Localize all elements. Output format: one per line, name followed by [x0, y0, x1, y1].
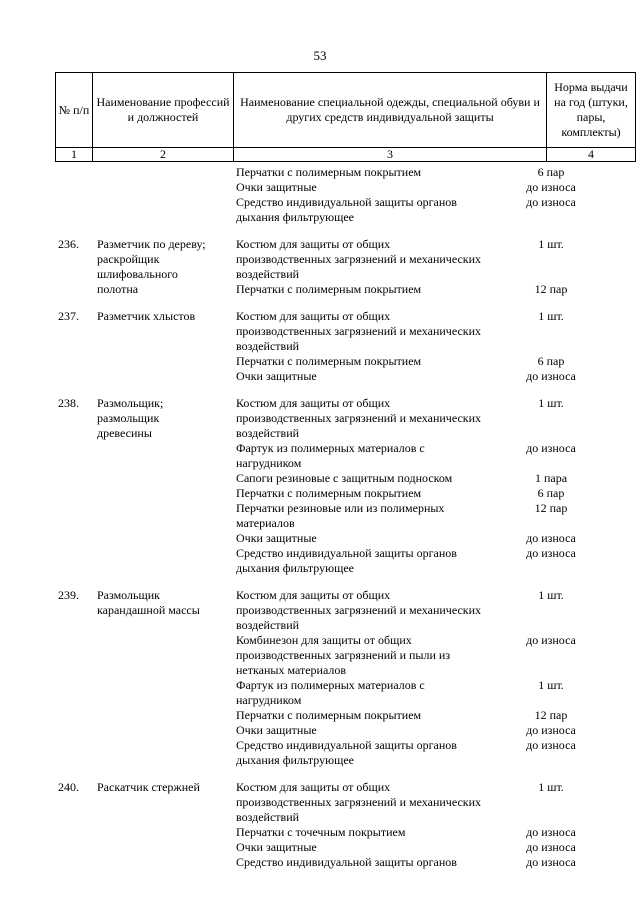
item-line: производственных загрязнений и механических [236, 603, 482, 617]
item-line: производственных загрязнений и пыли из [236, 648, 451, 662]
item-line: дыхания фильтрующее [236, 561, 354, 575]
item-line: Очки защитные [236, 840, 317, 854]
item-norm: до износа [526, 180, 576, 194]
item-line: Очки защитные [236, 180, 317, 194]
profession-line: Размольщик; [97, 396, 164, 410]
item-line: Средство индивидуальной защиты органов [236, 738, 457, 752]
entry-number: 238. [58, 396, 79, 410]
profession-line: Разметчик хлыстов [97, 309, 196, 323]
page-number: 53 [313, 48, 327, 63]
profession-line: Размольщик [97, 588, 160, 602]
profession-line: полотна [97, 282, 139, 296]
item-line: Сапоги резиновые с защитным подноском [236, 471, 453, 485]
item-line: Фартук из полимерных материалов с [236, 678, 425, 692]
entry-number: 240. [58, 780, 79, 794]
item-line: дыхания фильтрующее [236, 753, 354, 767]
item-line: Перчатки с полимерным покрытием [236, 486, 422, 500]
item-line: Очки защитные [236, 531, 317, 545]
item-line: воздействий [236, 810, 300, 824]
item-line: Очки защитные [236, 369, 317, 383]
item-norm: до износа [526, 840, 576, 854]
item-line: Костюм для защиты от общих [236, 780, 391, 794]
item-line: воздействий [236, 618, 300, 632]
item-line: воздействий [236, 426, 300, 440]
item-line: Перчатки с полимерным покрытием [236, 282, 422, 296]
profession-line: раскройщик [97, 252, 160, 266]
header-index-3: 3 [233, 147, 547, 162]
item-line: Средство индивидуальной защиты органов [236, 546, 457, 560]
item-norm: до износа [526, 195, 576, 209]
item-line: воздействий [236, 267, 300, 281]
item-norm: до износа [526, 825, 576, 839]
item-norm: до износа [526, 531, 576, 545]
item-line: Костюм для защиты от общих [236, 396, 391, 410]
item-norm: до износа [526, 738, 576, 752]
item-line: Перчатки с точечным покрытием [236, 825, 406, 839]
item-norm: 1 шт. [538, 237, 564, 251]
item-norm: 12 пар [534, 282, 568, 296]
profession-line: карандашной массы [97, 603, 200, 617]
item-norm: 1 шт. [538, 678, 564, 692]
entry-number: 239. [58, 588, 79, 602]
item-norm: 6 пар [537, 486, 565, 500]
header-col-number: № п/п [55, 72, 93, 148]
header-index-4: 4 [546, 147, 636, 162]
profession-line: шлифовального [97, 267, 178, 281]
entry-number: 236. [58, 237, 79, 251]
item-norm: 12 пар [534, 708, 568, 722]
item-norm: 1 шт. [538, 396, 564, 410]
item-line: Костюм для защиты от общих [236, 309, 391, 323]
item-line: Костюм для защиты от общих [236, 588, 391, 602]
item-line: нетканых материалов [236, 663, 347, 677]
item-norm: до износа [526, 855, 576, 869]
item-norm: 1 шт. [538, 309, 564, 323]
item-norm: 6 пар [537, 165, 565, 179]
item-line: нагрудником [236, 456, 302, 470]
header-col-norm: Норма выдачи на год (штуки, пары, комплекты) [546, 72, 636, 148]
item-norm: до износа [526, 369, 576, 383]
item-norm: 12 пар [534, 501, 568, 515]
item-norm: 1 шт. [538, 780, 564, 794]
item-line: Перчатки с полимерным покрытием [236, 165, 422, 179]
item-line: Комбинезон для защиты от общих [236, 633, 412, 647]
header-index-2: 2 [92, 147, 234, 162]
item-line: Перчатки резиновые или из полимерных [236, 501, 445, 515]
profession-line: древесины [97, 426, 152, 440]
entry-number: 237. [58, 309, 79, 323]
header-index-1: 1 [55, 147, 93, 162]
item-line: воздействий [236, 339, 300, 353]
item-line: производственных загрязнений и механических [236, 252, 482, 266]
item-line: производственных загрязнений и механических [236, 324, 482, 338]
item-norm: до износа [526, 633, 576, 647]
item-norm: до износа [526, 546, 576, 560]
item-norm: 1 пара [534, 471, 568, 485]
item-norm: 1 шт. [538, 588, 564, 602]
item-line: нагрудником [236, 693, 302, 707]
header-col-equipment: Наименование специальной одежды, специальной обуви и других средств индивидуальной защиты [233, 72, 547, 148]
profession-line: Разметчик по дереву; [97, 237, 206, 251]
item-line: Очки защитные [236, 723, 317, 737]
item-norm: до износа [526, 441, 576, 455]
item-line: Средство индивидуальной защиты органов [236, 855, 457, 869]
item-norm: 6 пар [537, 354, 565, 368]
item-line: Костюм для защиты от общих [236, 237, 391, 251]
item-line: Перчатки с полимерным покрытием [236, 354, 422, 368]
item-line: Фартук из полимерных материалов с [236, 441, 425, 455]
item-line: дыхания фильтрующее [236, 210, 354, 224]
profession-line: Раскатчик стержней [97, 780, 200, 794]
item-line: Средство индивидуальной защиты органов [236, 195, 457, 209]
item-norm: до износа [526, 723, 576, 737]
item-line: Перчатки с полимерным покрытием [236, 708, 422, 722]
header-col-profession: Наименование профессий и должностей [92, 72, 234, 148]
item-line: производственных загрязнений и механических [236, 795, 482, 809]
item-line: материалов [236, 516, 295, 530]
item-line: производственных загрязнений и механических [236, 411, 482, 425]
profession-line: размольщик [97, 411, 160, 425]
